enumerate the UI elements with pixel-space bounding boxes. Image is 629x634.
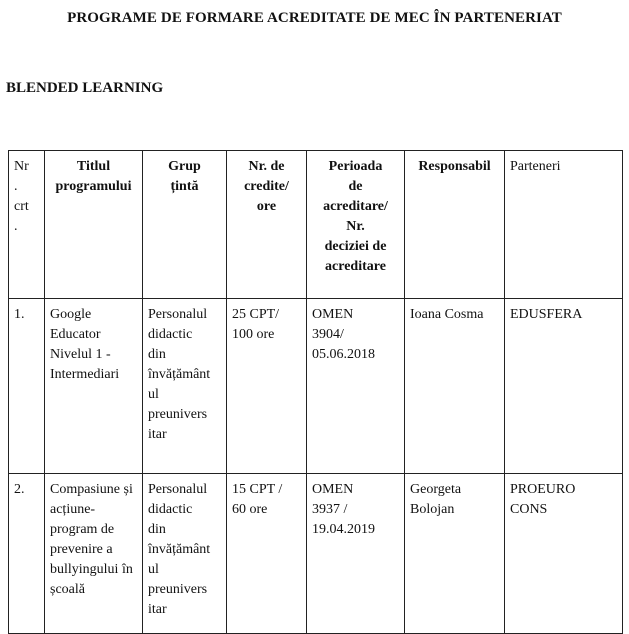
cell-partners: PROEURO CONS — [505, 474, 623, 634]
cell-responsible: Ioana Cosma — [405, 299, 505, 474]
cell-responsible: Georgeta Bolojan — [405, 474, 505, 634]
cell-nr: 2. — [9, 474, 45, 634]
cell-program-title: Compasiune și acțiune- program de prevenire a bullyingului în școală — [45, 474, 143, 634]
cell-credits-hours: 15 CPT / 60 ore — [227, 474, 307, 634]
header-target-group: Grup țintă — [143, 151, 227, 299]
header-responsible: Responsabil — [405, 151, 505, 299]
cell-program-title: Google Educator Nivelul 1 - Intermediari — [45, 299, 143, 474]
header-partners: Parteneri — [505, 151, 623, 299]
cell-target-group: Personalul didactic din învățământ ul preunivers itar — [143, 474, 227, 634]
header-accreditation: Perioada de acreditare/ Nr. deciziei de acreditare — [307, 151, 405, 299]
cell-accreditation: OMEN 3904/ 05.06.2018 — [307, 299, 405, 474]
programs-table — [8, 150, 623, 634]
page-title: PROGRAME DE FORMARE ACREDITATE DE MEC ÎN PARTENERIAT — [67, 10, 562, 26]
header-nr-crt: Nr . crt . — [9, 151, 45, 299]
header-credits-hours: Nr. de credite/ ore — [227, 151, 307, 299]
cell-credits-hours: 25 CPT/ 100 ore — [227, 299, 307, 474]
header-program-title: Titlul programului — [45, 151, 143, 299]
table-row — [9, 299, 623, 474]
table-header-row — [9, 151, 623, 299]
cell-nr: 1. — [9, 299, 45, 474]
table-row — [9, 474, 623, 634]
cell-partners: EDUSFERA — [505, 299, 623, 474]
cell-target-group: Personalul didactic din învățământ ul preunivers itar — [143, 299, 227, 474]
cell-accreditation: OMEN 3937 / 19.04.2019 — [307, 474, 405, 634]
section-heading: BLENDED LEARNING — [6, 80, 164, 96]
